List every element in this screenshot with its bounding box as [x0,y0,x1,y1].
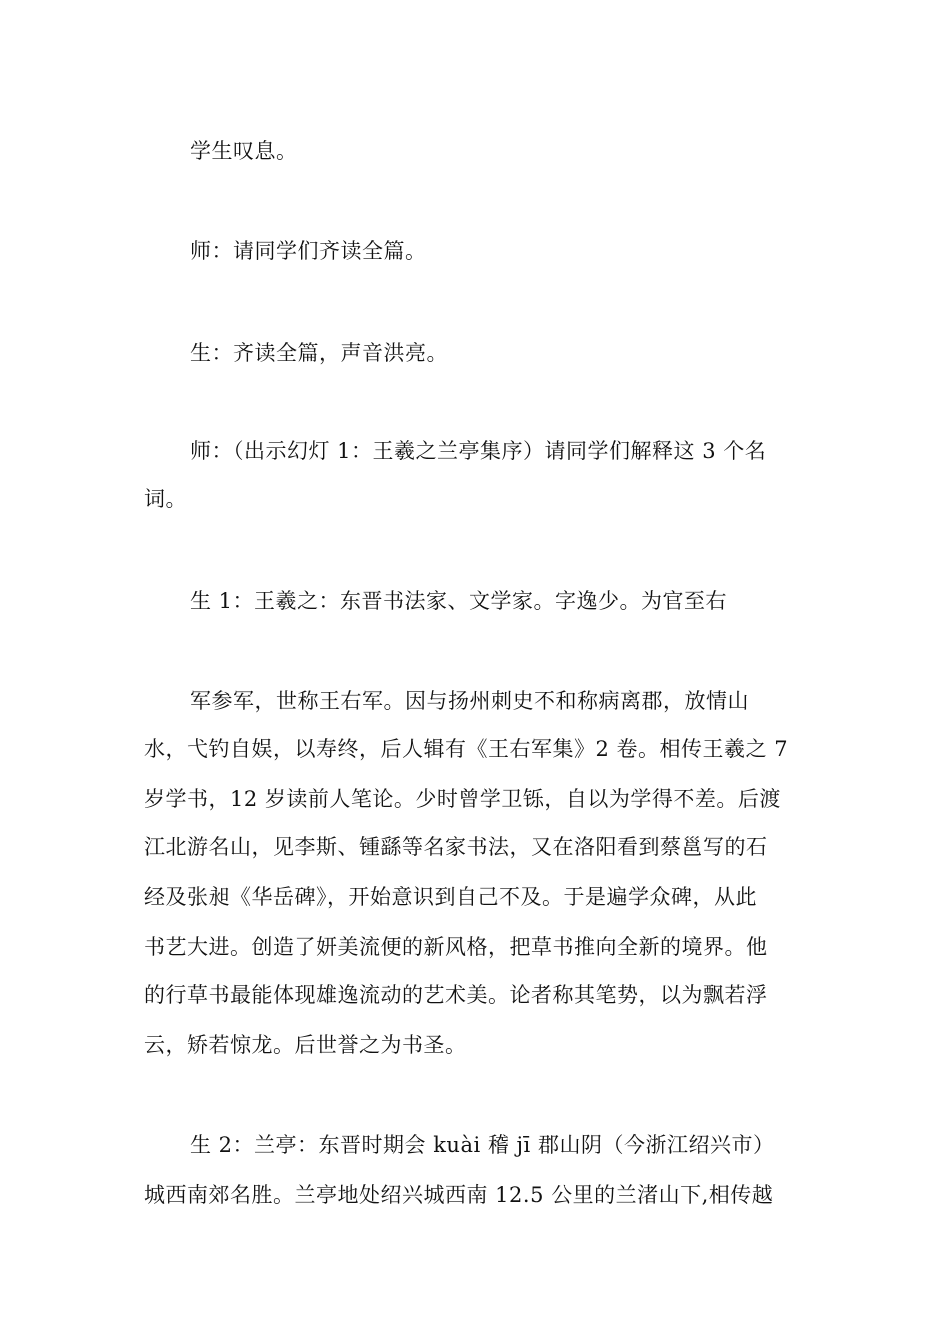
paragraph-student-sigh: 学生叹息。 [190,139,298,163]
paragraph-lanting-line-1: 生 2：兰亭：东晋时期会 kuài 稽 jī 郡山阴（今浙江绍兴市） [190,1133,775,1157]
paragraph-wang-xizhi-line-4: 江北游名山，见李斯、锺繇等名家书法，又在洛阳看到蔡邕写的石 [144,835,768,859]
paragraph-lanting-line-2: 城西南郊名胜。兰亭地处绍兴城西南 12.5 公里的兰渚山下,相传越 [144,1183,774,1207]
paragraph-students-read: 生：齐读全篇，声音洪亮。 [190,341,448,365]
paragraph-wang-xizhi-line-2: 水，弋钓自娱，以寿终，后人辑有《王右军集》2 卷。相传王羲之 7 [144,737,789,761]
paragraph-wang-xizhi-line-3: 岁学书，12 岁读前人笔论。少时曾学卫铄，自以为学得不差。后渡 [144,787,781,811]
paragraph-wang-xizhi-line-1: 军参军，世称王右军。因与扬州刺史不和称病离郡，放情山 [190,689,749,713]
paragraph-teacher-read-aloud: 师：请同学们齐读全篇。 [190,239,427,263]
paragraph-wang-xizhi-line-6: 书艺大进。创造了妍美流便的新风格，把草书推向全新的境界。他 [144,935,768,959]
paragraph-wang-xizhi-line-5: 经及张昶《华岳碑》，开始意识到自己不及。于是遍学众碑，从此 [144,885,757,909]
paragraph-teacher-slide-line-1: 师：（出示幻灯 1：王羲之兰亭集序）请同学们解释这 3 个名 [190,439,767,463]
paragraph-wang-xizhi-line-8: 云，矫若惊龙。后世誉之为书圣。 [144,1033,467,1057]
paragraph-student-1-intro: 生 1：王羲之：东晋书法家、文学家。字逸少。为官至右 [190,589,728,613]
paragraph-teacher-slide-line-2: 词。 [144,487,187,511]
paragraph-wang-xizhi-line-7: 的行草书最能体现雄逸流动的艺术美。论者称其笔势，以为飘若浮 [144,983,768,1007]
